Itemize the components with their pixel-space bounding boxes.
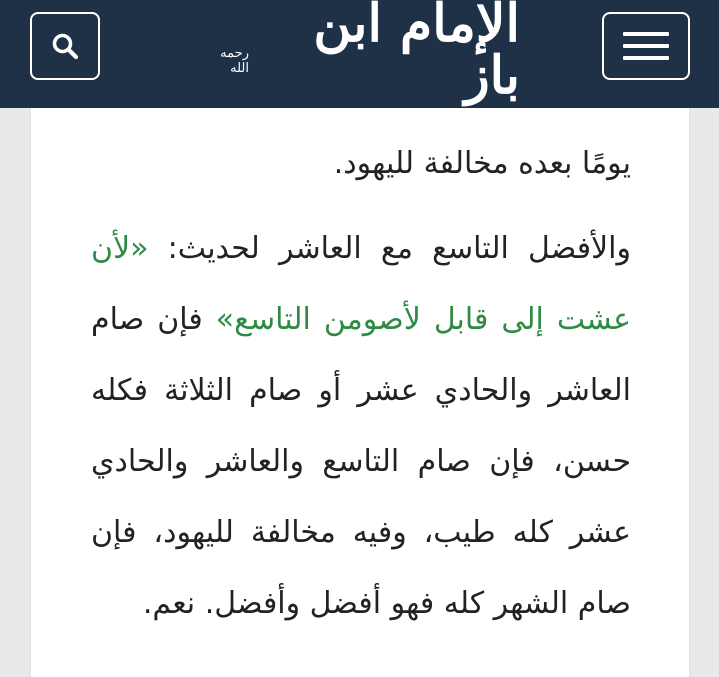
top-navigation-bar: [0, 0, 719, 108]
menu-button[interactable]: [602, 12, 690, 80]
paragraph-2: [91, 213, 631, 639]
hadith-quote: «لأن عشت إلى قابل لأصومن التاسع»: [91, 231, 631, 337]
logo-title: الإمام ابن باز: [313, 0, 520, 106]
paragraph-1: يومًا بعده مخالفة لليهود.: [333, 146, 631, 181]
logo-honorific: رحمه الله: [220, 46, 249, 76]
search-icon: [51, 32, 79, 60]
search-button[interactable]: [30, 12, 100, 80]
paragraph-2-rest: فإن صام العاشر والحادي عشر أو صام الثلاثة فكله حسن، فإن صام التاسع والعاشر والحادي عشر كله طيب، وفيه مخالفة لليهود، فإن صام الشهر كله فهو أفضل وأفضل. نعم.: [91, 302, 631, 621]
hamburger-menu-icon: [623, 30, 669, 62]
site-logo[interactable]: [200, 0, 520, 106]
paragraph-2-intro: والأفضل التاسع مع العاشر لحديث:: [148, 231, 631, 266]
article-card: [31, 108, 689, 677]
article-body: [91, 128, 631, 653]
